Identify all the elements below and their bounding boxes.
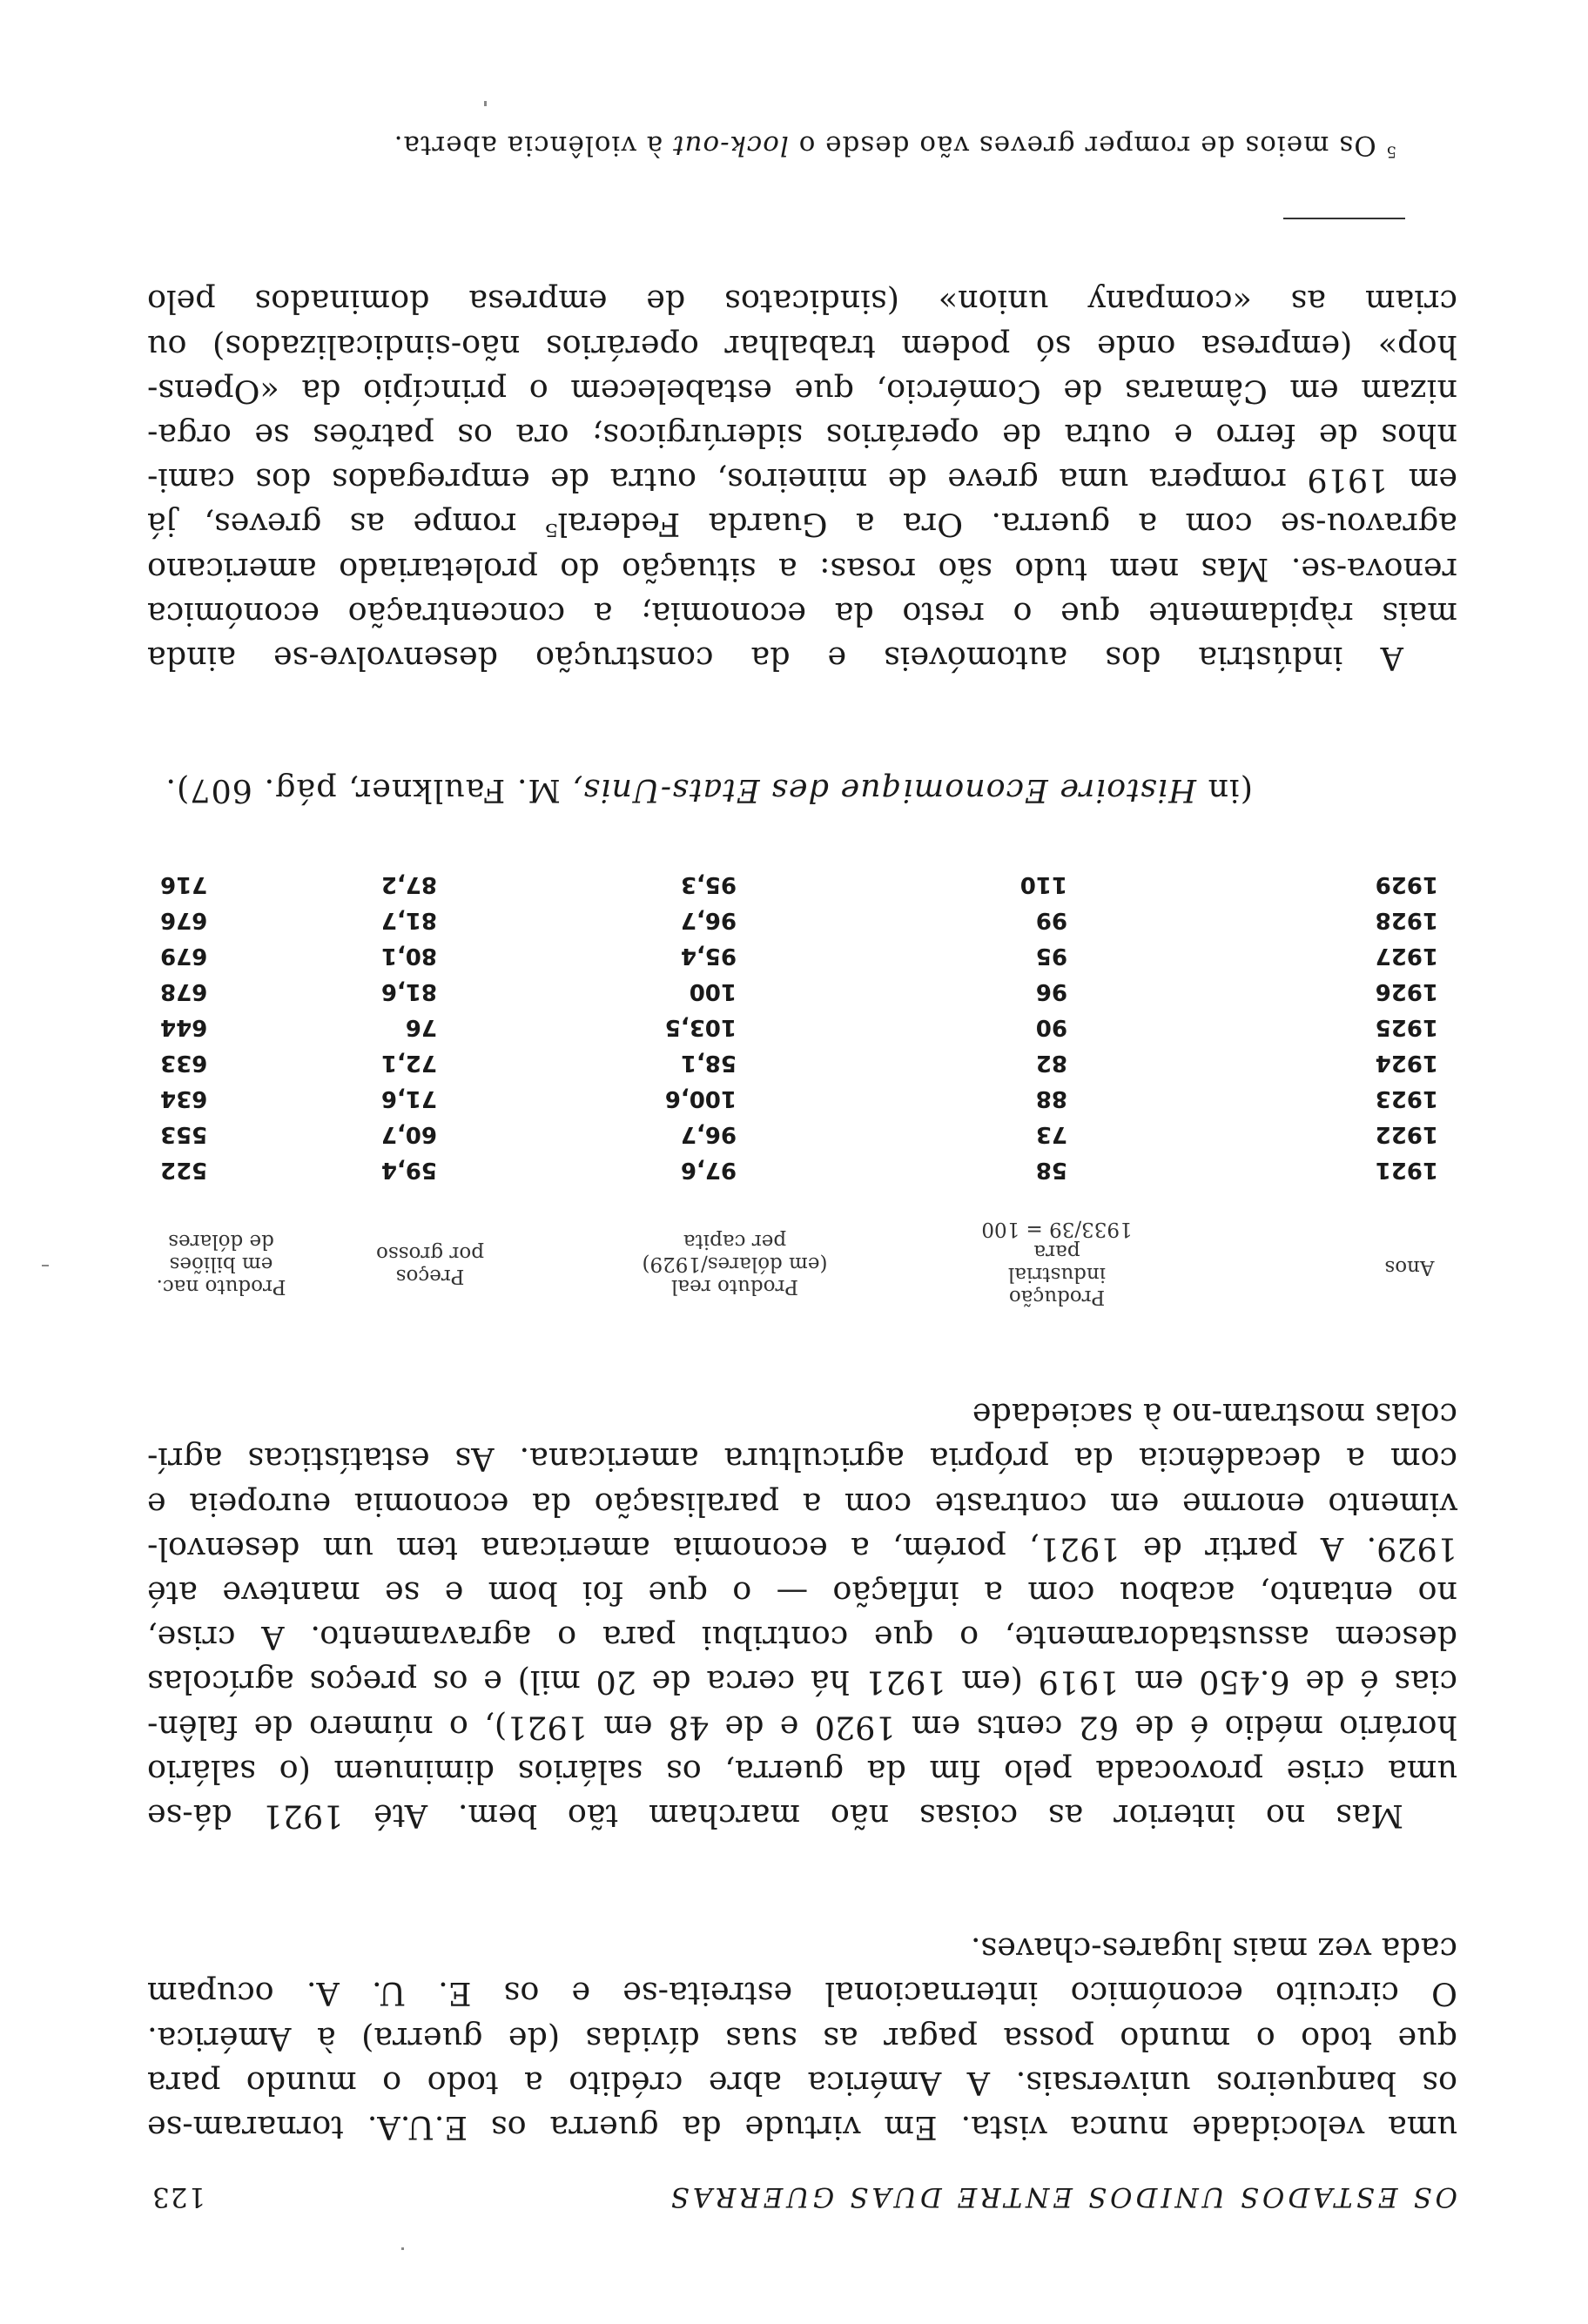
table-cell: 716 xyxy=(160,871,208,897)
table-cell: 97,6 xyxy=(680,1157,737,1183)
table-cell: 678 xyxy=(160,978,208,1004)
table-cell: 96 xyxy=(1035,978,1067,1004)
text-line: Mas no interior as coisas não marcham tão bem. Até 1921 dá-se xyxy=(147,1797,1403,1835)
text-line: agravou-se com a guerra. Ora a Guarda Federal⁵ rompe as greves, já xyxy=(147,506,1457,544)
table-cell: 634 xyxy=(160,1085,208,1112)
text-line: que todo o mundo possa pagar as suas dívidas (de guerra) à América. xyxy=(147,2019,1457,2058)
text-line: em 1919 rompera uma greve de mineiros, outra de empregados dos cami- xyxy=(147,461,1457,500)
text-line: cada vez mais lugares-chaves. xyxy=(970,1931,1457,1969)
table-cell: 95 xyxy=(1035,943,1067,969)
header-producao-industrial xyxy=(944,1218,1170,1308)
text-line: uma velocidade nunca vista. Em virtude da guerra os E.U.A. tornaram-se xyxy=(147,2109,1457,2146)
header-produto-nacional xyxy=(143,1230,299,1298)
header-line: de dólares xyxy=(168,1230,274,1253)
header-line: Produção xyxy=(1008,1286,1106,1308)
header-line: por grosso xyxy=(376,1242,484,1265)
header-line: Produto real xyxy=(671,1275,798,1298)
text-line: 1929. A partir de 1921, porém, a economia americana tem um desenvol- xyxy=(147,1529,1457,1568)
table-cell: 87,2 xyxy=(380,871,437,897)
scan-speck xyxy=(42,1265,49,1266)
table-cell: 80,1 xyxy=(380,943,437,969)
table-cell: 100,6 xyxy=(664,1085,737,1112)
table-cell: 679 xyxy=(160,943,208,969)
table-header xyxy=(147,1188,1457,1319)
footnote-italic: lock-out xyxy=(672,130,789,161)
header-precos xyxy=(343,1242,517,1287)
source-citation xyxy=(165,772,1253,809)
text-line: os banqueiros universais. A América abre crédito a todo o mundo para xyxy=(147,2064,1457,2102)
page-number: 123 xyxy=(151,2181,206,2213)
table-cell: 676 xyxy=(160,907,208,933)
table-cell: 72,1 xyxy=(380,1050,437,1076)
table-cell: 1928 xyxy=(1375,907,1438,933)
footnote-text: Os meios de romper greves vão desde o xyxy=(788,130,1376,161)
footnote-rule xyxy=(1283,218,1405,219)
citation-open: (in xyxy=(1195,772,1253,809)
text-line: horário médio é de 62 cents em 1920 e de 48 em 1921), o número de falên- xyxy=(147,1708,1457,1746)
table-row xyxy=(147,1045,1457,1081)
table-cell: 110 xyxy=(1019,871,1067,897)
statistics-table xyxy=(147,867,1457,1319)
table-body xyxy=(147,867,1457,1188)
table-cell: 1924 xyxy=(1375,1050,1438,1076)
table-cell: 81,7 xyxy=(380,907,437,933)
table-cell: 95,3 xyxy=(680,871,737,897)
header-produto-real xyxy=(604,1230,865,1298)
text-line: vimento enorme em contraste com a paralisação da economia europeia e xyxy=(147,1485,1457,1523)
table-cell: 59,4 xyxy=(380,1157,437,1183)
text-line: descem assustadoramente, o que contribui para o agravamento. A crise, xyxy=(147,1619,1457,1657)
table-row xyxy=(147,903,1457,938)
table-cell: 1921 xyxy=(1375,1157,1438,1183)
text-line: renova-se. Mas nem tudo são rosas: a situação do proletariado americano xyxy=(147,550,1457,588)
header-anos xyxy=(1362,1256,1457,1279)
table-cell: 96,7 xyxy=(680,1121,737,1147)
header-line: para xyxy=(1033,1240,1080,1263)
text-line: com a decadência da própria agricultura americana. As estatísticas agrí- xyxy=(147,1441,1457,1479)
table-cell: 82 xyxy=(1035,1050,1067,1076)
table-cell: 522 xyxy=(160,1157,208,1183)
text-line: cias é de 6.450 em 1919 (em 1921 há cerca de 20 mil) e os preços agrícolas xyxy=(147,1663,1457,1702)
header-line: Produto nac. xyxy=(156,1275,286,1298)
text-line: colas mostram-no à saciedade xyxy=(972,1396,1457,1434)
footnote-number: 5 xyxy=(1385,142,1396,161)
scan-speck xyxy=(484,101,487,106)
header-line: Preços xyxy=(395,1265,465,1287)
table-cell: 1926 xyxy=(1375,978,1438,1004)
paragraph-1 xyxy=(147,1927,1457,2150)
text-line: no entanto, acabou com a inflação — o que foi bom e se manteve até xyxy=(147,1574,1457,1612)
table-cell: 103,5 xyxy=(664,1014,737,1040)
text-line: O circuito económico internacional estreita-se e os E. U. A. ocupam xyxy=(147,1975,1457,2013)
header-line: (em dólares/1929) xyxy=(642,1253,828,1275)
running-title: OS ESTADOS UNIDOS ENTRE DUAS GUERRAS xyxy=(667,2181,1457,2213)
table-cell: 76 xyxy=(405,1014,437,1040)
table-row xyxy=(147,1152,1457,1188)
table-cell: 58,1 xyxy=(680,1050,737,1076)
table-cell: 100 xyxy=(689,978,737,1004)
text-line: hop» (empresa onde só podem trabalhar operários não-sindicalizados) ou xyxy=(147,327,1457,366)
table-row xyxy=(147,1117,1457,1152)
table-cell: 88 xyxy=(1035,1085,1067,1112)
scan-speck xyxy=(401,2247,404,2250)
citation-rest: M. Faulkner, pág. 607). xyxy=(165,772,572,809)
header-line: industrial xyxy=(1007,1263,1107,1286)
table-cell: 95,4 xyxy=(680,943,737,969)
footnote xyxy=(394,130,1396,161)
table-cell: 71,6 xyxy=(380,1085,437,1112)
table-cell: 1929 xyxy=(1375,871,1438,897)
table-cell: 1927 xyxy=(1375,943,1438,969)
header-line: 1933/39 = 100 xyxy=(981,1218,1133,1240)
paragraph-3 xyxy=(147,279,1457,681)
table-cell: 96,7 xyxy=(680,907,737,933)
text-line: criam as «company union» (sindicatos de empresa dominados pelo xyxy=(147,283,1457,321)
header-line: per capita xyxy=(683,1230,787,1253)
table-cell: 644 xyxy=(160,1014,208,1040)
running-header xyxy=(151,2169,1457,2213)
table-cell: 1922 xyxy=(1375,1121,1438,1147)
table-cell: 633 xyxy=(160,1050,208,1076)
table-row xyxy=(147,1081,1457,1117)
table-row xyxy=(147,974,1457,1010)
table-cell: 90 xyxy=(1035,1014,1067,1040)
paragraph-2 xyxy=(147,1393,1457,1838)
table-cell: 1925 xyxy=(1375,1014,1438,1040)
table-cell: 1923 xyxy=(1375,1085,1438,1112)
header-line: Anos xyxy=(1384,1256,1435,1279)
header-line: em biliões xyxy=(169,1253,273,1275)
text-line: nizam em Câmaras de Comércio, que estabelecem o princípio da «Opens- xyxy=(147,372,1457,410)
text-line: uma crise provocada pelo fim da guerra, os salários diminuem (o salário xyxy=(147,1752,1457,1790)
footnote-text-end: à violência aberta. xyxy=(393,130,673,161)
text-line: A indústria dos automóveis e da construção desenvolve-se ainda xyxy=(147,640,1403,677)
table-cell: 58 xyxy=(1035,1157,1067,1183)
table-cell: 60,7 xyxy=(380,1121,437,1147)
citation-work-title: Histoire Economique des Etats-Unis, xyxy=(571,772,1196,809)
table-row xyxy=(147,938,1457,974)
table-cell: 553 xyxy=(160,1121,208,1147)
table-cell: 73 xyxy=(1035,1121,1067,1147)
table-cell: 99 xyxy=(1035,907,1067,933)
table-row xyxy=(147,867,1457,903)
table-cell: 81,6 xyxy=(380,978,437,1004)
text-line: mais ràpidamente que o resto da economia; a concentração económica xyxy=(147,594,1457,633)
table-row xyxy=(147,1010,1457,1045)
text-line: nhos de ferro e outra de operários siderúrgicos; ora os patrões se orga- xyxy=(147,416,1457,454)
